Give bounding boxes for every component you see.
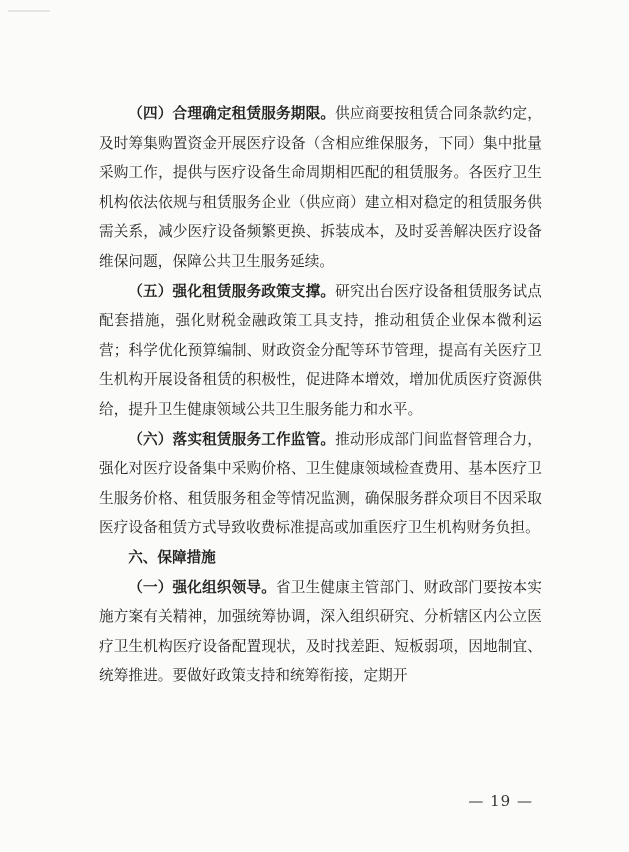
paragraph-lead: （六）落实租赁服务工作监管。: [128, 430, 336, 448]
page-number: — 19 —: [468, 792, 533, 810]
paragraph-lead: （一）强化组织领导。: [128, 578, 276, 596]
paragraph-lead: （四）合理确定租赁服务期限。: [128, 105, 336, 122]
paragraph-body: 省卫生健康主管部门、财政部门要按本实施方案有关精神，加强统筹协调，深入组织研究、分析辖区内公立医疗卫生机构医疗设备配置现状，及时找差距、短板弱项，因地制宜、统筹推进。要做好政策支持和统筹衔接，定期开: [99, 578, 542, 685]
scan-edge-mark: [8, 10, 50, 12]
paragraph-body: 供应商要按租赁合同条款约定，及时筹集购置资金开展医疗设备（含相应维保服务，下同）集中批量采购工作，提供与医疗设备生命周期相匹配的租赁服务。各医疗卫生机构依法依规与租赁服务企业（供应商）建立相对稳定的租赁服务供需关系，减少医疗设备频繁更换、拆装成本，及时妥善解决医疗设备维保问题，保障公共卫生服务延续。: [99, 105, 542, 270]
paragraph-body: 推动形成部门间监督管理合力，强化对医疗设备集中采购价格、卫生健康领域检查费用、基本医疗卫生服务价格、租赁服务租金等情况监测，确保服务群众项目不因采取医疗设备租赁方式导致收费标准提高或加重医疗卫生机构财务负担。: [99, 430, 542, 537]
document-body: [99, 99, 542, 691]
paragraph-lead: （五）强化租赁服务政策支撑。: [128, 282, 336, 300]
paragraph-supervision: [99, 425, 542, 543]
paragraph-body: 研究出台医疗设备租赁服务试点配套措施，强化财税金融政策工具支持，推动租赁企业保本微利运营；科学优化预算编制、财政资金分配等环节管理，提高有关医疗卫生机构开展设备租赁的积极性，促进降本增效，增加优质医疗资源供给，提升卫生健康领域公共卫生服务能力和水平。: [99, 282, 542, 418]
paragraph-lease-period: [99, 99, 542, 277]
section-heading: 六、保障措施: [128, 548, 216, 566]
paragraph-organization-leadership: [99, 573, 542, 691]
paragraph-policy-support: [99, 277, 542, 425]
